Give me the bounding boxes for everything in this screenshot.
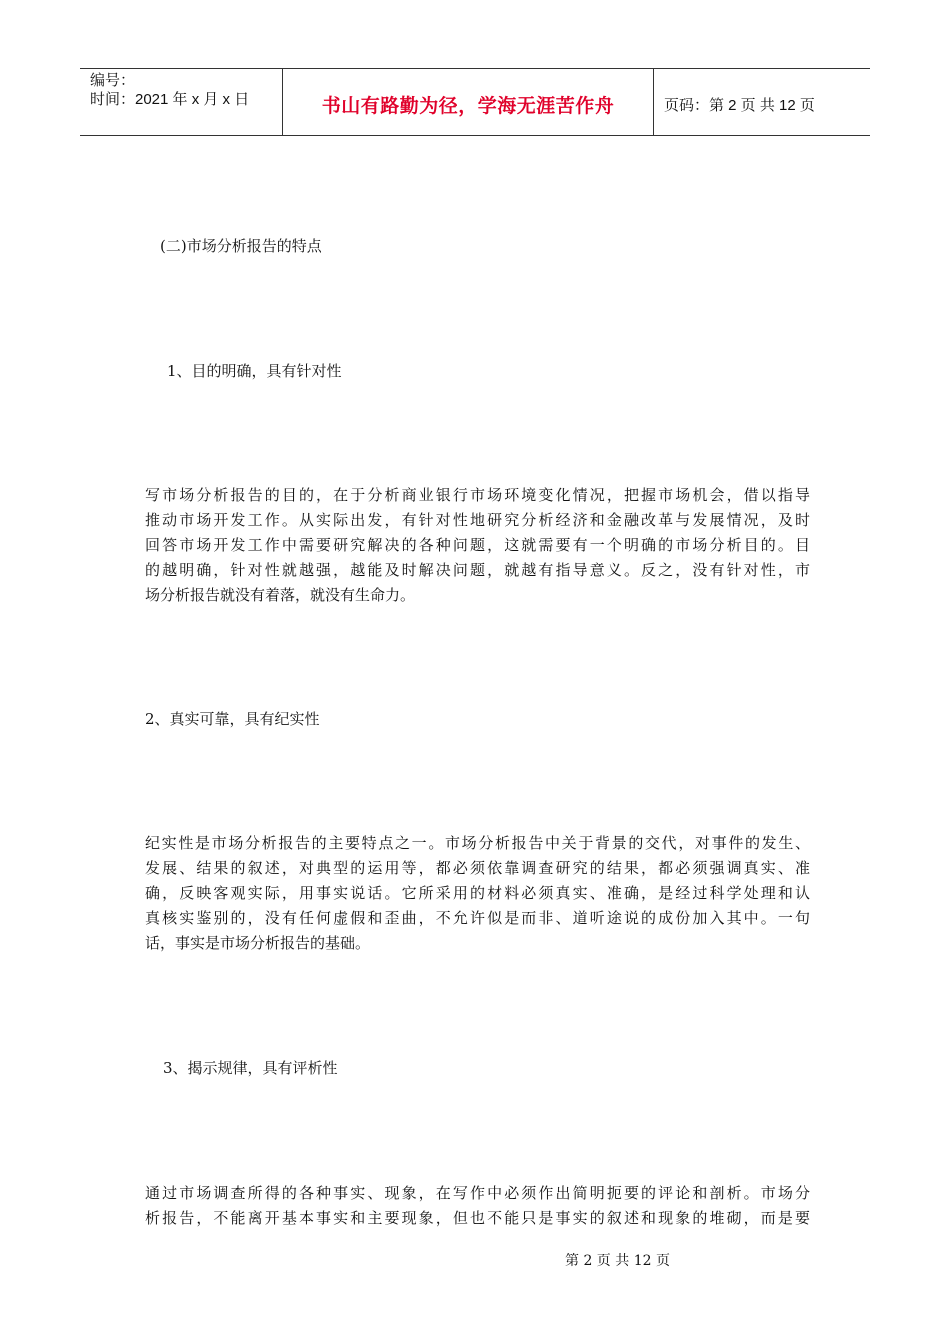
- item3-heading: 3、揭示规律，具有评析性: [163, 1059, 338, 1077]
- document-time: 时间：2021 年 x 月 x 日: [90, 91, 250, 108]
- paragraph-line: 的越明确，针对性就越强，越能及时解决问题，就越有指导意义。反之，没有针对性，市: [145, 561, 810, 579]
- paragraph-line: 写市场分析报告的目的，在于分析商业银行市场环境变化情况，把握市场机会，借以指导: [145, 486, 810, 504]
- paragraph-line: 推动市场开发工作。从实际出发，有针对性地研究分析经济和金融改革与发展情况，及时: [145, 511, 810, 529]
- item1-paragraph: [145, 483, 810, 608]
- item2-heading: 2、真实可靠，具有纪实性: [145, 710, 320, 728]
- item3-paragraph: [145, 1181, 810, 1231]
- paragraph-line: 场分析报告就没有着落，就没有生命力。: [145, 586, 416, 604]
- page-header: [80, 68, 870, 136]
- paragraph-line: 回答市场开发工作中需要研究解决的各种问题，这就需要有一个明确的市场分析目的。目: [145, 536, 810, 554]
- paragraph-line: 析报告，不能离开基本事实和主要现象，但也不能只是事实的叙述和现象的堆砌，而是要: [145, 1209, 810, 1227]
- document-number-label: 编号：: [90, 72, 136, 89]
- item2-paragraph: [145, 831, 810, 956]
- paragraph-line: 通过市场调查所得的各种事实、现象，在写作中必须作出简明扼要的评论和剖析。市场分: [145, 1184, 810, 1202]
- footer-page-number: 第 2 页 共 12 页: [565, 1253, 670, 1269]
- paragraph-line: 话，事实是市场分析报告的基础。: [145, 934, 371, 952]
- paragraph-line: 真核实鉴别的，没有任何虚假和歪曲，不允许似是而非、道听途说的成份加入其中。一句: [145, 909, 810, 927]
- header-motto: 书山有路勤为径，学海无涯苦作舟: [282, 69, 654, 135]
- paragraph-line: 发展、结果的叙述，对典型的运用等，都必须依靠调查研究的结果，都必须强调真实、准: [145, 859, 810, 877]
- section-title: (二)市场分析报告的特点: [160, 237, 322, 255]
- header-meta: [80, 69, 282, 135]
- paragraph-line: 确，反映客观实际，用事实说话。它所采用的材料必须真实、准确，是经过科学处理和认: [145, 884, 810, 902]
- paragraph-line: 纪实性是市场分析报告的主要特点之一。市场分析报告中关于背景的交代，对事件的发生、: [145, 834, 810, 852]
- item1-heading: 1、目的明确，具有针对性: [167, 362, 342, 380]
- header-page-code: 页码：第 2 页 共 12 页: [664, 96, 815, 114]
